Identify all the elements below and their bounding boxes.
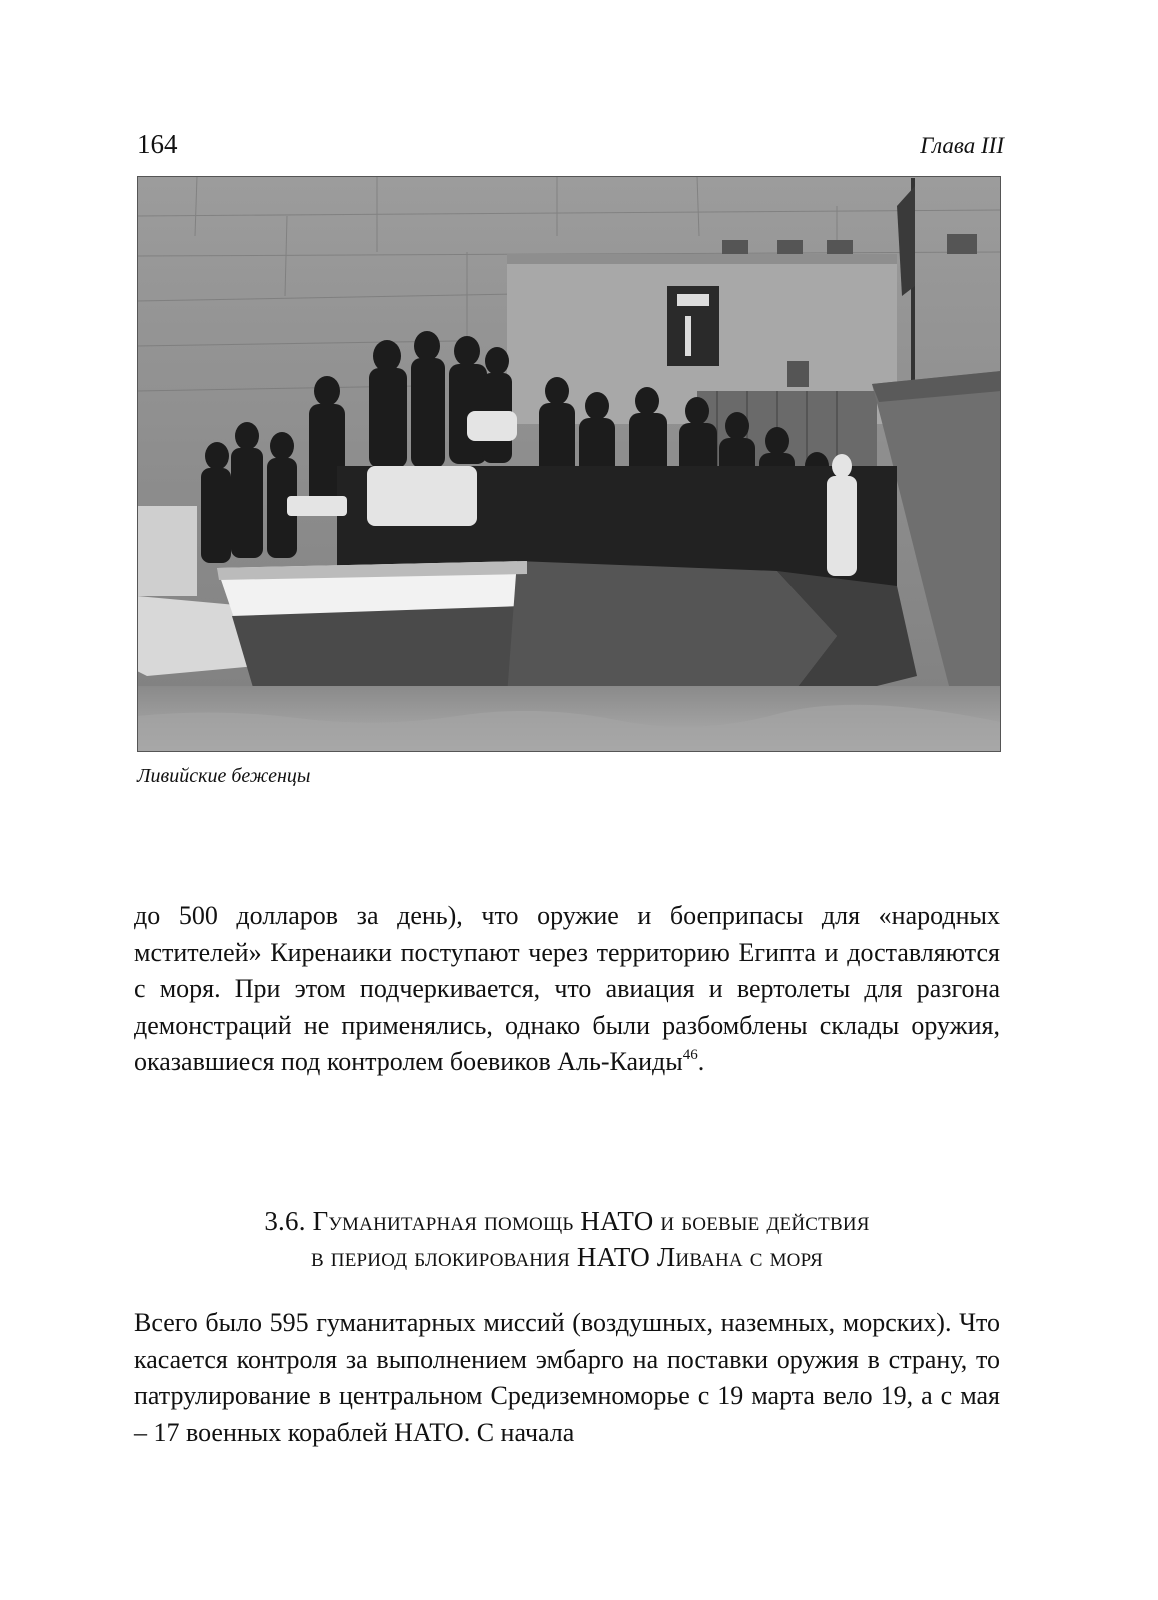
page-number: 164 bbox=[137, 129, 178, 159]
section-heading-line: 3.6. Гуманитарная помощь НАТО и боевые действия bbox=[264, 1206, 870, 1236]
body-paragraph: Всего было 595 гуманитарных миссий (воздушных, наземных, морских). Что касается контроля за выполнением эмбарго на поставки оружия в страну, то патрулирование в центральном Средиземноморье с 19 марта вело 19, а с мая – 17 военных кораблей НАТО. С начала bbox=[134, 1308, 1000, 1447]
body-paragraph-text: до 500 долларов за день), что оружие и боеприпасы для «народных мстителей» Киренаики поступают через территорию Египта и доставляются с моря. При этом подчеркивается, что авиация и вертолеты для разгона демонстраций не применялись, однако были разбомблены склады оружия, оказавшиеся под контролем боевиков Аль-Каиды bbox=[134, 901, 1000, 1076]
footnote-reference[interactable]: 46 bbox=[682, 1047, 698, 1063]
section-heading-line: в период блокирования НАТО Ливана с моря bbox=[310, 1242, 824, 1272]
figure-caption: Ливийские беженцы bbox=[137, 765, 311, 787]
chapter-running-head: Глава III bbox=[920, 133, 1004, 158]
paragraph-end-punct: . bbox=[697, 1047, 705, 1076]
body-paragraph bbox=[134, 898, 1000, 1081]
section-heading bbox=[134, 1203, 1000, 1275]
refugee-boat-photo bbox=[137, 176, 1001, 752]
